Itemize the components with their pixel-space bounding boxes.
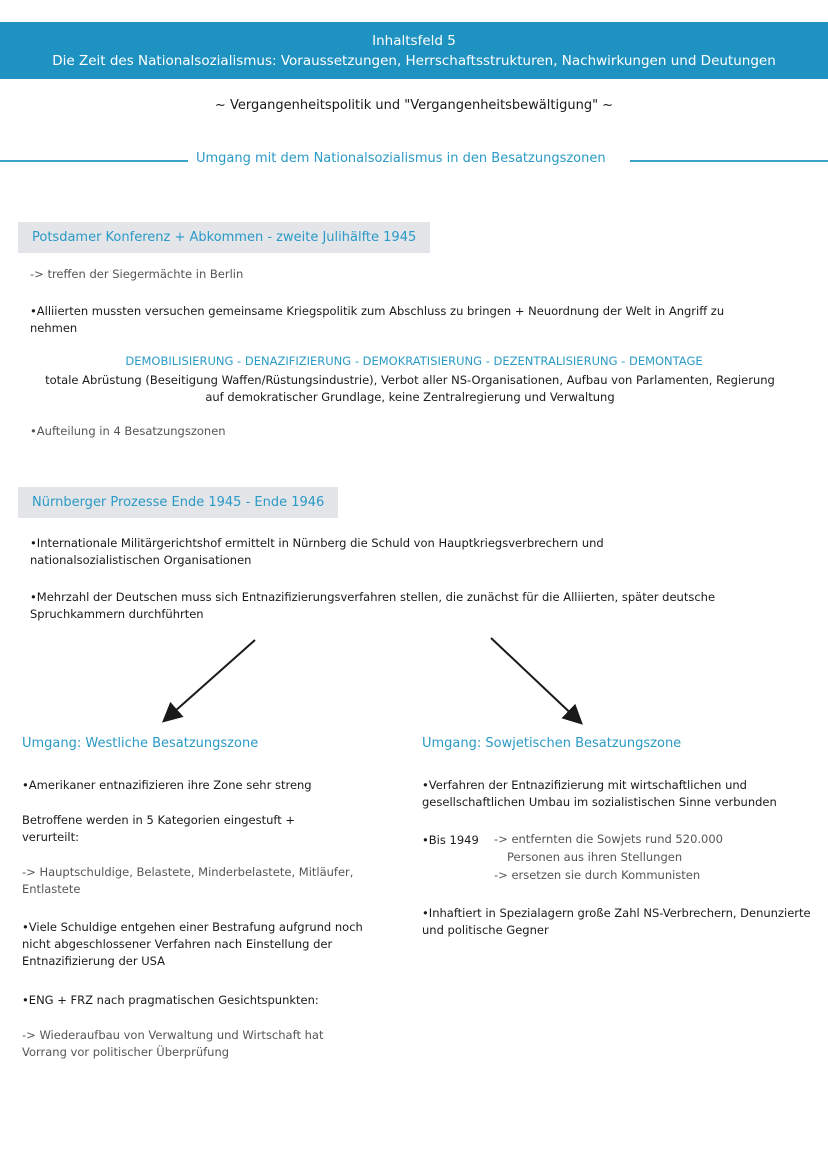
header-line-2: Die Zeit des Nationalsozialismus: Voraussetzungen, Herrschaftsstrukturen, Nachwirkungen und Deutungen [52, 53, 776, 69]
west-bullet-1: • Amerikaner entnazifizieren ihre Zone sehr streng [22, 777, 392, 794]
five-d-explanation: totale Abrüstung (Beseitigung Waffen/Rüstungsindustrie), Verbot aller NS-Organisationen, Aufbau von Parlamenten, Regierung auf demokratischer Grundlage, keine Zentralregierung und Verwaltung [45, 373, 775, 404]
east-zone-title: Umgang: Sowjetischen Besatzungszone [422, 736, 682, 751]
nuernberg-title: Nürnberger Prozesse Ende 1945 - Ende 1946 [18, 487, 338, 518]
east-bullet-1: • Verfahren der Entnazifizierung mit wirtschaftlichen und gesellschaftlichen Umbau im sozialistischen Sinne verbunden [422, 777, 812, 811]
west-bullet-2: • Viele Schuldige entgehen einer Bestrafung aufgrund noch nicht abgeschlossener Verfahren nach Einstellung der Entnazifizierung der USA [22, 919, 392, 970]
west-paragraph-1: Betroffene werden in 5 Kategorien eingestuft + verurteilt: [22, 813, 296, 844]
potsdam-title: Potsdamer Konferenz + Abkommen - zweite Julihälfte 1945 [18, 222, 430, 253]
potsdam-bullet-1: • Alliierten mussten versuchen gemeinsame Kriegspolitik zum Abschluss zu bringen + Neuordnung der Welt in Angriff zu nehmen [30, 303, 760, 337]
west-bullet-3: • ENG + FRZ nach pragmatischen Gesichtspunkten: [22, 992, 402, 1009]
west-paragraph-3: -> Wiederaufbau von Verwaltung und Wirtschaft hat Vorrang vor politischer Überprüfung [22, 1028, 324, 1059]
east-bullet-2-year: • Bis 1949 [422, 832, 479, 849]
east-bullet-2-text: -> entfernten die Sowjets rund 520.000 [494, 832, 723, 846]
arrow-left [165, 640, 255, 720]
header-line-1: Inhaltsfeld 5 [372, 33, 456, 49]
nuernberg-bullet-1: • Internationale Militärgerichtshof ermittelt in Nürnberg die Schuld von Hauptkriegsverbrechern und nationalsozialistischen Organisationen [30, 535, 710, 569]
section-title: Umgang mit dem Nationalsozialismus in den Besatzungszonen [196, 151, 606, 166]
east-bullet-2-replace: -> ersetzen sie durch Kommunisten [494, 868, 701, 882]
page-subtitle: ~ Vergangenheitspolitik und "Vergangenheitsbewältigung" ~ [214, 98, 614, 113]
arrow-right [491, 638, 580, 722]
five-d-line: DEMOBILISIERUNG - DENAZIFIZIERUNG - DEMOKRATISIERUNG - DEZENTRALISIERUNG - DEMONTAGE [125, 354, 703, 368]
east-bullet-3: • Inhaftiert in Spezialagern große Zahl NS-Verbrechern, Denunzierte und politische Gegner [422, 905, 812, 939]
nuernberg-bullet-2: • Mehrzahl der Deutschen muss sich Entnazifizierungsverfahren stellen, die zunächst für die Alliierten, später deutsche Spruchkammern durchführten [30, 589, 750, 623]
east-bullet-2-cont: Personen aus ihren Stellungen [507, 850, 683, 864]
west-categories: -> Hauptschuldige, Belastete, Minderbelastete, Mitläufer, Entlastete [22, 865, 354, 896]
potsdam-note: -> treffen der Siegermächte in Berlin [30, 267, 244, 281]
west-zone-title: Umgang: Westliche Besatzungszone [22, 736, 259, 751]
potsdam-bullet-2: • Aufteilung in 4 Besatzungszonen [30, 424, 226, 438]
